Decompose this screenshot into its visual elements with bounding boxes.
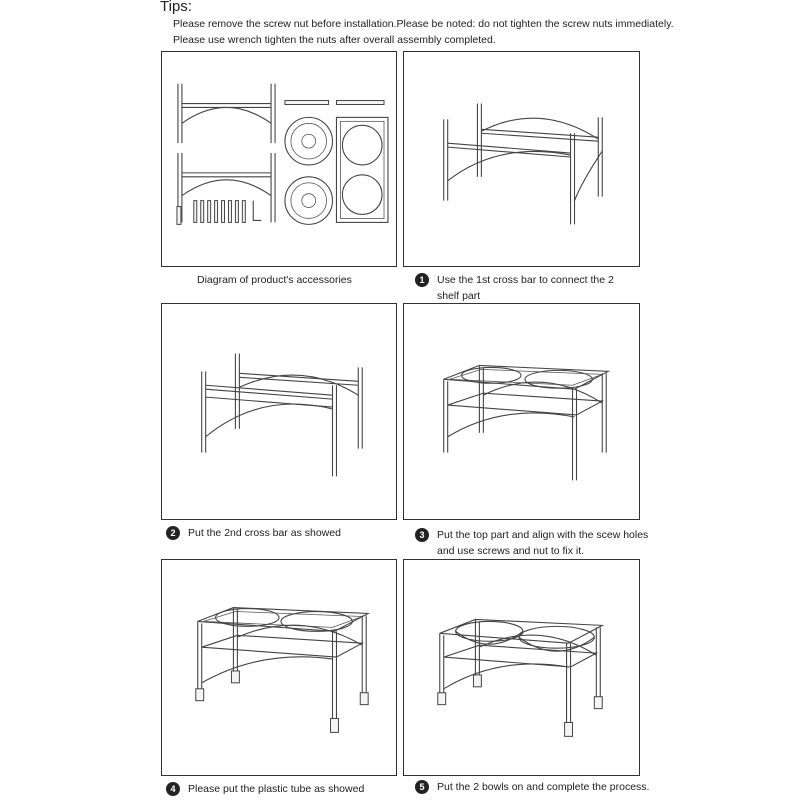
tip-line-2: Please use wrench tighten the nuts after overall assembly completed. <box>173 34 496 46</box>
step-1-panel <box>403 51 640 267</box>
caption-step-2: 2 Put the 2nd cross bar as showed <box>166 525 341 541</box>
step-3-panel <box>403 303 640 520</box>
accessories-diagram-panel <box>161 51 397 267</box>
step-number-badge: 3 <box>415 528 429 542</box>
caption-step-3: 3 Put the top part and align with the scew holes and use screws and nut to fix it. <box>415 527 648 559</box>
step-4-illustration <box>162 560 396 775</box>
step-number-badge: 5 <box>415 780 429 794</box>
step-5-illustration <box>404 560 639 775</box>
tips-title: Tips: <box>160 0 192 15</box>
step-number-badge: 1 <box>415 273 429 287</box>
tip-line-1: Please remove the screw nut before installation.Please be noted: do not tighten the screw nuts immediately. <box>173 18 674 30</box>
step-3-illustration <box>404 304 639 519</box>
step-2-panel <box>161 303 397 520</box>
step-5-panel <box>403 559 640 776</box>
caption-step-4: 4 Please put the plastic tube as showed <box>166 781 364 797</box>
step-1-illustration <box>404 52 639 266</box>
step-number-badge: 4 <box>166 782 180 796</box>
step-number-badge: 2 <box>166 526 180 540</box>
step-2-illustration <box>162 304 396 519</box>
accessories-illustration <box>162 52 396 266</box>
caption-step-1: 1 Use the 1st cross bar to connect the 2 shelf part <box>415 272 614 304</box>
step-4-panel <box>161 559 397 776</box>
caption-accessories: Diagram of product's accessories <box>197 274 352 286</box>
caption-step-5: 5 Put the 2 bowls on and complete the process. <box>415 779 649 795</box>
